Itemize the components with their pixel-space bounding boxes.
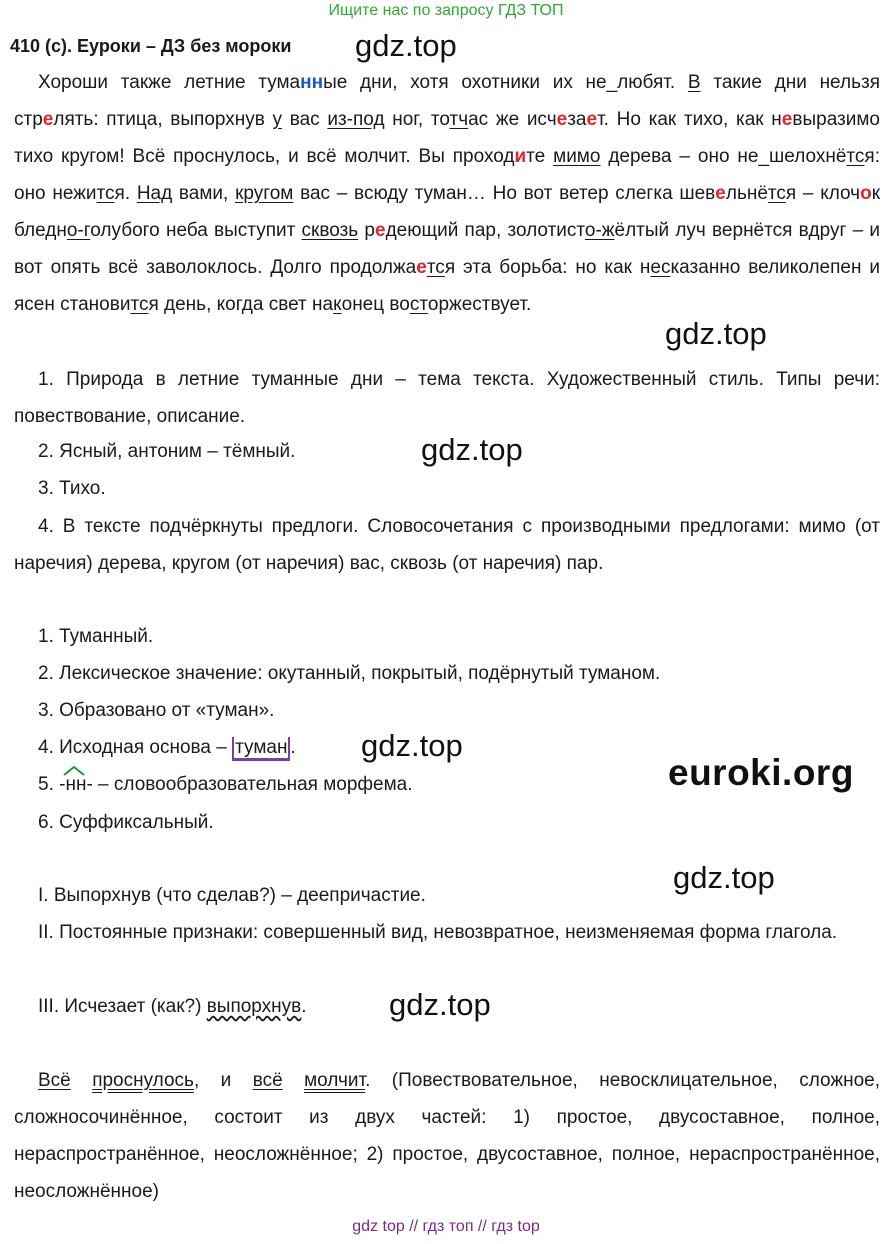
text-fragment: .	[301, 996, 307, 1017]
text-fragment: я.	[114, 183, 137, 204]
answer-2-2: 2. Лексическое значение: окутанный, покрытый, подёрнутый туманом.	[38, 663, 661, 684]
suffix-morpheme	[59, 774, 93, 795]
marked-letters: ес	[650, 257, 671, 278]
watermark: gdz.top	[355, 28, 457, 63]
text-fragment: . (Повествовательное, невосклицательное, сложное, сложносочинённое, состоит из двух частей: 1) простое, двусоставное, полное, нераспространённое, неосложнённое; 2) простое, двусоставное, полное, нераспространённое, неосложнённое)	[14, 1070, 880, 1202]
answer-2-3: 3. Образовано от «туман».	[38, 700, 275, 721]
preposition: из-под	[327, 109, 385, 130]
marked-letters: тс	[846, 146, 865, 167]
preposition: у	[272, 109, 283, 130]
preposition: Над	[136, 183, 173, 204]
marked-letters: о-ж	[584, 220, 615, 241]
preposition: кругом	[235, 183, 294, 204]
marked-letters: тс	[96, 183, 115, 204]
preposition: мимо	[553, 146, 601, 167]
answer-1-1: 1. Природа в летние туманные дни – тема текста. Художественный стиль. Типы речи: повествование, описание.	[14, 369, 880, 427]
watermark: gdz.top	[673, 860, 775, 895]
highlight-letter: нн	[300, 72, 324, 93]
text-fragment: деющий пар, золотист	[385, 220, 585, 241]
text-fragment: т. Но как тихо, как н	[597, 109, 782, 130]
marked-letters: тч	[449, 109, 469, 130]
text-fragment: казанно великолепен и ясен станови	[14, 257, 880, 315]
text-fragment: я – клоч	[785, 183, 861, 204]
highlight-letter: е	[42, 109, 54, 130]
text-fragment: р	[358, 220, 375, 241]
suffix-mark-icon	[63, 766, 85, 776]
text-fragment: я эта борьба: но как н	[444, 257, 651, 278]
text-fragment: льнё	[725, 183, 768, 204]
preposition: В	[687, 72, 701, 93]
highlight-letter: е	[781, 109, 793, 130]
marked-letters: тс	[130, 294, 149, 315]
text-fragment: III. Исчезает (как?)	[38, 996, 207, 1017]
answer-1-3: 3. Тихо.	[38, 478, 106, 499]
text-fragment: ёлтый луч вернётся вдруг – и вот опять всё заволоклось. Долго продолжа	[14, 220, 880, 278]
marked-letters: тс	[767, 183, 786, 204]
preposition: сквозь	[301, 220, 359, 241]
source-text-paragraph	[14, 64, 880, 323]
text-fragment: .	[290, 737, 296, 758]
subject: всё	[252, 1070, 283, 1091]
text-fragment: – словообразовательная морфема.	[92, 774, 413, 795]
watermark: gdz.top	[665, 316, 767, 351]
highlight-letter: е	[556, 109, 568, 130]
predicate: молчит	[304, 1070, 366, 1091]
answer-2-5	[38, 766, 413, 803]
text-fragment: я: оно нежи	[14, 146, 880, 204]
text-fragment: ас же исч	[468, 109, 557, 130]
text-fragment: Хороши также летние тума	[38, 72, 301, 93]
text-fragment: 4. Исходная основа –	[38, 737, 233, 758]
answer-2-6: 6. Суффиксальный.	[38, 812, 214, 833]
euroki-logo: euroki.org	[668, 752, 854, 793]
text-fragment: онец во	[341, 294, 410, 315]
answer-3-2: II. Постоянные признаки: совершенный вид, невозвратное, неизменяемая форма глагола.	[38, 922, 838, 943]
text-fragment: ые дни, хотя охотники их не_любят.	[323, 72, 688, 93]
highlight-letter: е	[416, 257, 427, 278]
answer-2-4	[38, 729, 296, 766]
text-fragment: вас – всюду туман… Но вот ветер слегка шев	[293, 183, 716, 204]
text-fragment: , и	[193, 1070, 253, 1091]
text-fragment: оржествует.	[427, 294, 532, 315]
text-fragment: к бледн	[14, 183, 881, 241]
text-fragment: выразимо тихо кругом! Всё проснулось, и всё молчит. Вы проход	[14, 109, 880, 167]
text-fragment: вами,	[172, 183, 236, 204]
top-banner-link[interactable]: Ищите нас по запросу ГДЗ ТОП	[328, 2, 564, 19]
highlight-letter: е	[375, 220, 386, 241]
highlight-letter: о	[860, 183, 872, 204]
page-title: 410 (c). Еуроки – ДЗ без мороки	[10, 36, 292, 56]
answer-1-2: 2. Ясный, антоним – тёмный.	[38, 441, 296, 462]
text-fragment: дерева – оно не_шелохнё	[600, 146, 847, 167]
footer-links[interactable]: gdz top // гдз топ // гдз top	[352, 1218, 540, 1235]
text-fragment: ног, то	[384, 109, 450, 130]
predicate: проснулось	[92, 1070, 194, 1091]
answer-3-1: I. Выпорхнув (что сделав?) – деепричастие.	[38, 885, 426, 906]
text-fragment: такие дни нельзя стр	[14, 72, 880, 130]
answer-3-3	[38, 988, 307, 1025]
watermark: gdz.top	[389, 987, 491, 1022]
marked-letters: ст	[409, 294, 428, 315]
text-fragment: за	[567, 109, 587, 130]
watermark: gdz.top	[421, 432, 523, 467]
text-fragment	[71, 1070, 92, 1091]
text-fragment: олубого неба выступит	[90, 220, 302, 241]
text-fragment: я день, когда свет на	[148, 294, 334, 315]
text-fragment: лять: птица, выпорхнув	[53, 109, 273, 130]
watermark: gdz.top	[361, 728, 463, 763]
highlight-letter: и	[514, 146, 527, 167]
highlight-letter: е	[715, 183, 726, 204]
subject: Всё	[38, 1070, 71, 1091]
suffix-text: -нн-	[59, 774, 93, 795]
text-fragment: те	[526, 146, 554, 167]
answer-2-1: 1. Туманный.	[38, 626, 154, 647]
text-fragment	[283, 1070, 304, 1091]
adverbial-participle: выпорхнув	[206, 996, 302, 1017]
highlight-letter: е	[586, 109, 598, 130]
marked-letters: тс	[426, 257, 445, 278]
answer-4-sentence-analysis	[14, 1062, 880, 1210]
marked-letters: к	[333, 294, 342, 315]
root-morpheme: туман	[232, 737, 290, 761]
answer-1-4: 4. В тексте подчёркнуты предлоги. Словосочетания с производными предлогами: мимо (от наречия) дерева, кругом (от наречия) вас, сквозь (от наречия) пар.	[14, 516, 880, 574]
marked-letters: о-г	[66, 220, 91, 241]
text-fragment: 5.	[38, 774, 60, 795]
text-fragment: вас	[282, 109, 328, 130]
